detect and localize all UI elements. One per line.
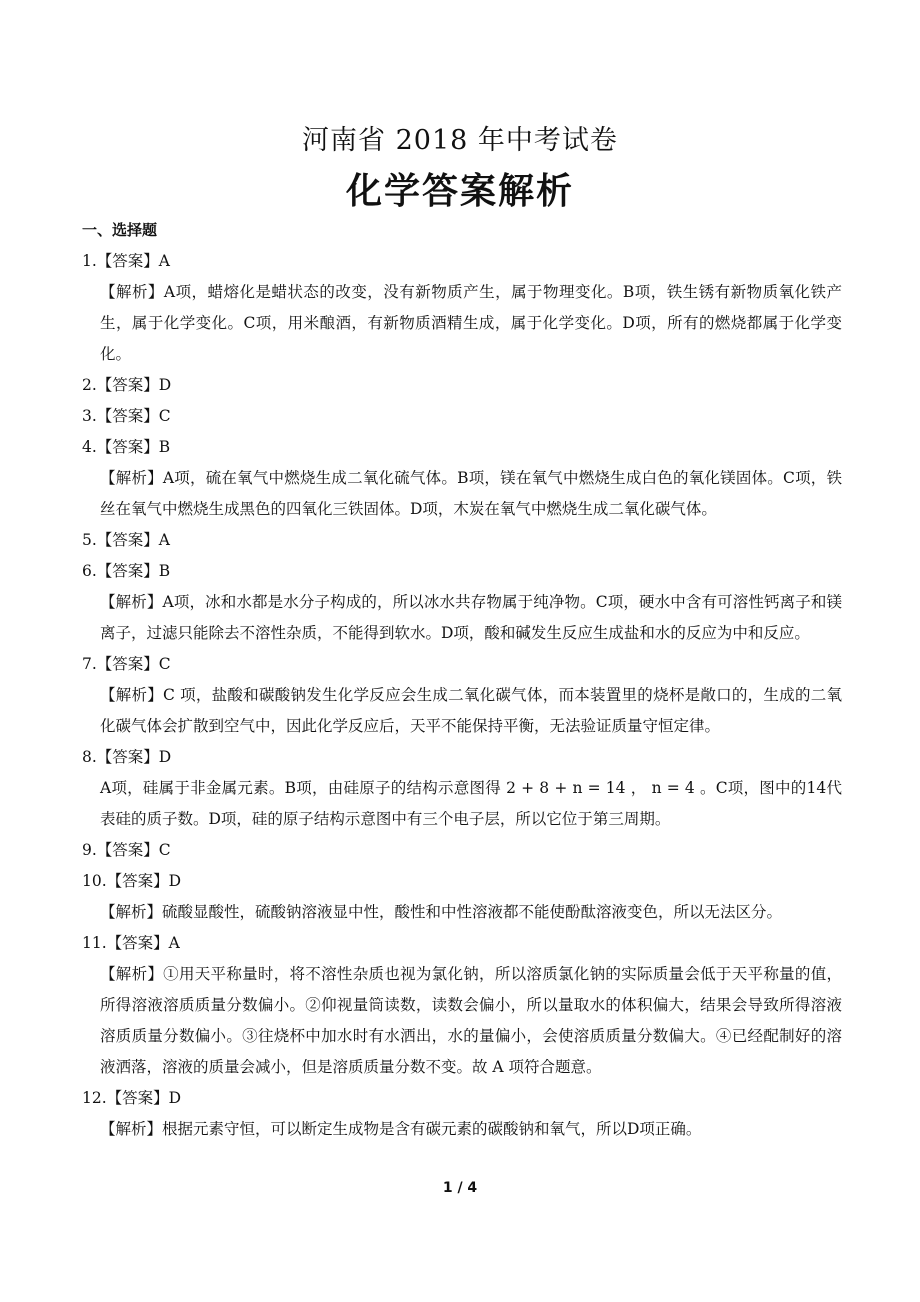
answer-line-8: 8.【答案】D [82, 748, 172, 766]
answer-line-12: 12.【答案】D [82, 1089, 182, 1107]
section-heading: 一、选择题 [82, 221, 158, 239]
answer-line-5: 5.【答案】A [82, 531, 170, 549]
explanation-8: A项，硅属于非金属元素。B项，由硅原子的结构示意图得 2 + 8 + n = 14 ， n = 4 。C项，图中的14代表硅的质子数。D项，硅的原子结构示意图中有三个电子层，所以它位于第三周期。 [100, 779, 843, 828]
explanation-1: 【解析】A项，蜡熔化是蜡状态的改变，没有新物质产生，属于物理变化。B项，铁生锈有新物质氧化铁产生，属于化学变化。C项，用米酿酒，有新物质酒精生成，属于化学变化。D项，所有的燃烧都属于化学变化。 [100, 283, 842, 363]
document-title: 河南省 2018 年中考试卷 [302, 125, 618, 156]
answer-line-10: 10.【答案】D [82, 872, 182, 890]
explanation-4: 【解析】A项，硫在氧气中燃烧生成二氧化硫气体。B项，镁在氧气中燃烧生成白色的氧化镁固体。C项，铁丝在氧气中燃烧生成黑色的四氧化三铁固体。D项，木炭在氧气中燃烧生成二氧化碳气体。 [100, 469, 842, 518]
explanation-12: 【解析】根据元素守恒，可以断定生成物是含有碳元素的碳酸钠和氧气，所以D项正确。 [100, 1120, 702, 1138]
document-subtitle: 化学答案解析 [345, 171, 574, 212]
explanation-10: 【解析】硫酸显酸性，硫酸钠溶液显中性，酸性和中性溶液都不能使酚酞溶液变色，所以无法区分。 [100, 903, 783, 921]
answer-line-2: 2.【答案】D [82, 376, 172, 394]
answer-content [82, 215, 842, 1145]
answer-line-3: 3.【答案】C [82, 407, 171, 425]
answer-line-9: 9.【答案】C [82, 841, 171, 859]
answer-line-6: 6.【答案】B [82, 562, 171, 580]
answer-line-7: 7.【答案】C [82, 655, 171, 673]
answer-line-1: 1.【答案】A [82, 252, 170, 270]
explanation-11: 【解析】①用天平称量时，将不溶性杂质也视为氯化钠，所以溶质氯化钠的实际质量会低于天平称量的值，所得溶液溶质质量分数偏小。②仰视量筒读数，读数会偏小，所以量取水的体积偏大，结果会导致所得溶液溶质质量分数偏小。③往烧杯中加水时有水洒出，水的量偏小，会使溶质质量分数偏大。④已经配制好的溶液洒落，溶液的质量会减小，但是溶质质量分数不变。故 A 项符合题意。 [100, 965, 842, 1076]
explanation-7: 【解析】C 项，盐酸和碳酸钠发生化学反应会生成二氧化碳气体，而本装置里的烧杯是敞口的，生成的二氧化碳气体会扩散到空气中，因此化学反应后，天平不能保持平衡，无法验证质量守恒定律。 [100, 686, 842, 735]
page-number: 1 / 4 [442, 1180, 478, 1196]
explanation-6: 【解析】A项，冰和水都是水分子构成的，所以冰水共存物属于纯净物。C项，硬水中含有可溶性钙离子和镁离子，过滤只能除去不溶性杂质，不能得到软水。D项，酸和碱发生反应生成盐和水的反应为中和反应。 [100, 593, 842, 642]
answer-line-4: 4.【答案】B [82, 438, 171, 456]
answer-line-11: 11.【答案】A [82, 934, 180, 952]
